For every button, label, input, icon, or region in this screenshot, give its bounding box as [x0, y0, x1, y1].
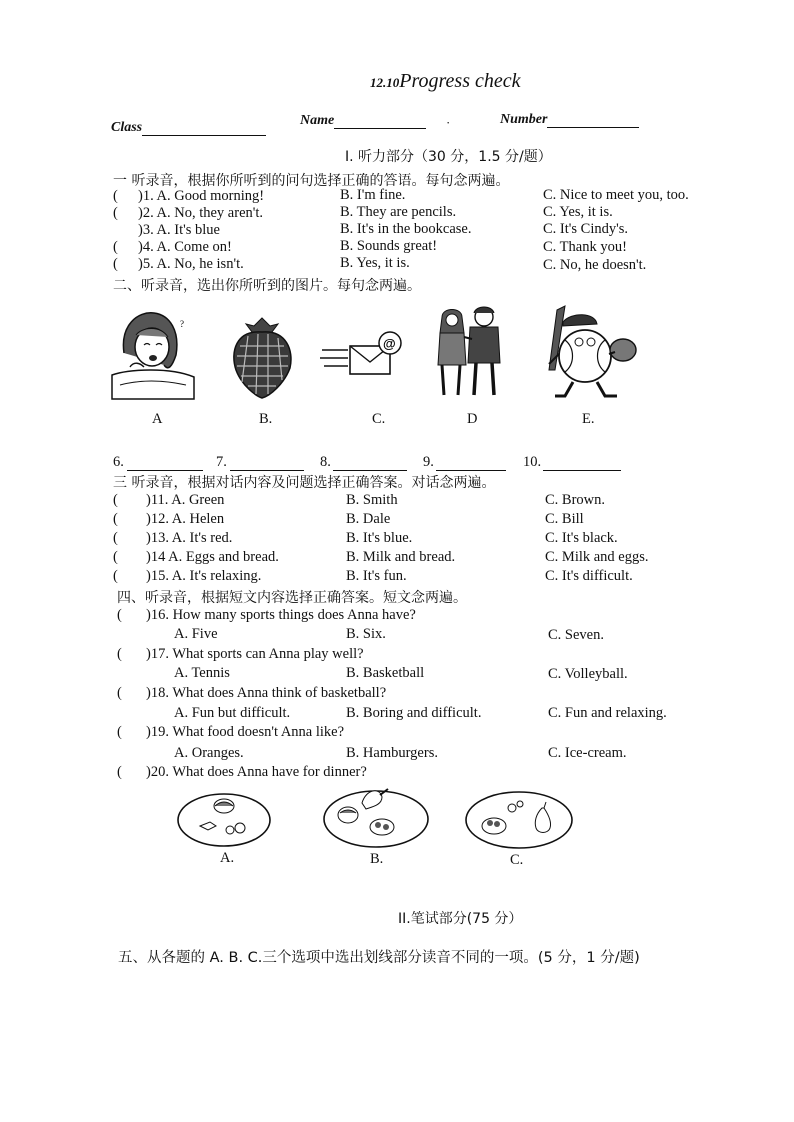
answer-bracket[interactable]: ( [113, 511, 118, 527]
class-blank[interactable] [142, 135, 266, 136]
girl-sleeping-picture [110, 305, 196, 403]
sec5-heading: 五、从各题的 A. B. C.三个选项中选出划线部分读音不同的一项。(5 分，1 分/题) [118, 950, 640, 966]
answer-bracket[interactable]: ( [113, 492, 118, 508]
picture-label-c: C. [372, 411, 386, 427]
q18-option-c: C. Fun and relaxing. [548, 705, 667, 721]
q4-option-c: C. Thank you! [543, 239, 627, 255]
q16-question: )16. How many sports things does Anna have? [146, 607, 416, 623]
q16-option-c: C. Seven. [548, 627, 604, 643]
dinner-plate-b-picture [322, 783, 430, 848]
picture-label-b: B. [259, 411, 273, 427]
strawberry-picture [228, 316, 296, 400]
q19-option-b: B. Hamburgers. [346, 745, 438, 761]
answer-bracket[interactable]: ( [113, 256, 118, 272]
q4-option-a: )4. A. Come on! [138, 239, 232, 255]
q15-option-b: B. It's fun. [346, 568, 407, 584]
q19-question: )19. What food doesn't Anna like? [146, 724, 345, 740]
name-blank[interactable] [334, 128, 426, 129]
sec4-heading: 四、听录音，根据短文内容选择正确答案。短文念两遍。 [117, 590, 467, 606]
answer-blank-label: 9. [423, 454, 434, 470]
answer-bracket[interactable]: ( [117, 685, 122, 701]
title-number: 12.10 [370, 75, 400, 90]
answer-bracket[interactable]: ( [117, 724, 122, 740]
q5-option-a: )5. A. No, he isn't. [138, 256, 244, 272]
number-field[interactable] [500, 112, 639, 128]
q14-option-a: )14 A. Eggs and bread. [146, 549, 279, 565]
answer-blank-6[interactable] [127, 470, 203, 471]
two-friends-picture [430, 303, 508, 399]
q2-option-a: )2. A. No, they aren't. [138, 205, 264, 221]
q2-option-b: B. They are pencils. [340, 204, 457, 220]
answer-bracket[interactable]: ( [113, 549, 118, 565]
q2-option-c: C. Yes, it is. [543, 204, 613, 220]
q12-option-a: )12. A. Helen [146, 511, 225, 527]
answer-bracket[interactable]: ( [117, 607, 122, 623]
q5-option-b: B. Yes, it is. [340, 255, 410, 271]
answer-blank-8[interactable] [333, 470, 407, 471]
class-field[interactable] [111, 120, 266, 136]
sec2-heading: 二、听录音，选出你所听到的图片。每句念两遍。 [113, 278, 421, 294]
sec1-heading: 一 听录音，根据你所听到的问句选择正确的答语。每句念两遍。 [113, 173, 510, 189]
answer-bracket[interactable]: ( [113, 568, 118, 584]
q1-option-c: C. Nice to meet you, too. [543, 187, 689, 203]
class-label: Class [111, 120, 143, 135]
answer-bracket[interactable]: ( [113, 205, 118, 221]
q14-option-c: C. Milk and eggs. [545, 549, 649, 565]
dinner-plate-c-picture [464, 788, 574, 850]
q1-option-a: )1. A. Good morning! [138, 188, 265, 204]
picture-label-d: D [467, 411, 478, 427]
answer-blank-10[interactable] [543, 470, 621, 471]
q18-question: )18. What does Anna think of basketball? [146, 685, 387, 701]
q13-option-c: C. It's black. [545, 530, 618, 546]
answer-bracket[interactable]: ( [113, 188, 118, 204]
q19-option-c: C. Ice-cream. [548, 745, 627, 761]
header-dot: · [446, 115, 451, 130]
answer-bracket[interactable]: ( [113, 239, 118, 255]
q17-option-a: A. Tennis [174, 665, 230, 681]
q17-option-c: C. Volleyball. [548, 666, 628, 682]
plate-label-a: A. [220, 850, 235, 866]
part1-heading: I. 听力部分（30 分，1.5 分/题） [345, 149, 552, 165]
svg-text:@: @ [383, 336, 396, 351]
q19-option-a: A. Oranges. [174, 745, 244, 761]
q20-question: )20. What does Anna have for dinner? [146, 764, 367, 780]
answer-bracket[interactable]: ( [117, 646, 122, 662]
q12-option-b: B. Dale [346, 511, 391, 527]
plate-label-b: B. [370, 851, 384, 867]
baseball-player-picture [535, 304, 641, 400]
q11-option-c: C. Brown. [545, 492, 606, 508]
title-text: Progress check [399, 70, 521, 92]
q3-option-c: C. It's Cindy's. [543, 221, 628, 237]
answer-blank-7[interactable] [230, 470, 304, 471]
q5-option-c: C. No, he doesn't. [543, 257, 647, 273]
q13-option-b: B. It's blue. [346, 530, 413, 546]
plate-label-c: C. [510, 852, 524, 868]
q13-option-a: )13. A. It's red. [146, 530, 233, 546]
dinner-plate-a-picture [176, 792, 272, 848]
name-field[interactable] [300, 113, 426, 129]
q12-option-c: C. Bill [545, 511, 584, 527]
number-label: Number [500, 112, 548, 127]
q18-option-b: B. Boring and difficult. [346, 705, 482, 721]
q14-option-b: B. Milk and bread. [346, 549, 456, 565]
picture-label-e: E. [582, 411, 595, 427]
svg-text:?: ? [180, 319, 184, 329]
answer-blank-label: 7. [216, 454, 227, 470]
answer-bracket[interactable]: ( [117, 764, 122, 780]
answer-blank-label: 8. [320, 454, 331, 470]
q11-option-a: )11. A. Green [146, 492, 225, 508]
picture-label-a: A [152, 411, 163, 427]
q1-option-b: B. I'm fine. [340, 187, 406, 203]
q17-question: )17. What sports can Anna play well? [146, 646, 364, 662]
q3-option-a: )3. A. It's blue [138, 222, 220, 238]
number-blank[interactable] [547, 127, 639, 128]
sec3-heading: 三 听录音，根据对话内容及问题选择正确答案。对话念两遍。 [113, 475, 496, 491]
q15-option-a: )15. A. It's relaxing. [146, 568, 262, 584]
q16-option-b: B. Six. [346, 626, 386, 642]
q11-option-b: B. Smith [346, 492, 398, 508]
part2-heading: II.笔试部分(75 分） [398, 911, 523, 927]
answer-blank-label: 10. [523, 454, 542, 470]
q18-option-a: A. Fun but difficult. [174, 705, 291, 721]
q4-option-b: B. Sounds great! [340, 238, 438, 254]
q15-option-c: C. It's difficult. [545, 568, 633, 584]
answer-blank-9[interactable] [436, 470, 506, 471]
page-title [370, 70, 521, 93]
answer-bracket[interactable]: ( [113, 530, 118, 546]
q16-option-a: A. Five [174, 626, 218, 642]
answer-blank-label: 6. [113, 454, 124, 470]
name-label: Name [300, 113, 335, 128]
q17-option-b: B. Basketball [346, 665, 425, 681]
q3-option-b: B. It's in the bookcase. [340, 221, 472, 237]
email-envelope-picture [318, 330, 410, 380]
